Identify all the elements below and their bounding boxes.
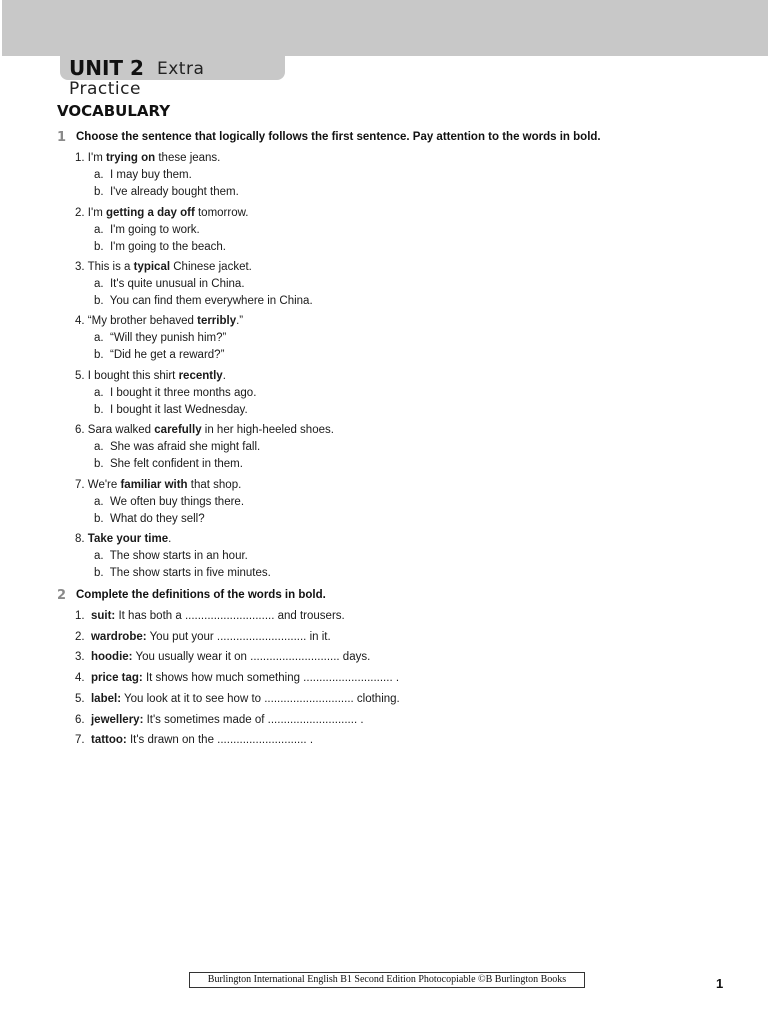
definition-number: 6. — [75, 713, 85, 726]
definition-text: It's drawn on the ............................ . — [126, 734, 314, 747]
option-letter: b. — [94, 241, 104, 253]
definition-number: 1. — [75, 610, 85, 622]
definition-text: It's sometimes made of ............................ . — [143, 713, 364, 726]
option-b — [94, 404, 248, 416]
question-7 — [75, 479, 241, 491]
option-letter: b. — [94, 567, 104, 579]
definition-term: tattoo: — [90, 734, 127, 747]
bold-phrase: getting a day off — [105, 207, 195, 219]
definition-text: You put your ............................ in it. — [146, 630, 331, 643]
option-letter: a. — [94, 278, 104, 290]
section-title: VOCABULARY — [57, 102, 171, 120]
option-text: We often buy things there. — [109, 496, 245, 508]
question-text-pre: This is a — [87, 261, 134, 273]
definition-term: jewellery: — [90, 713, 144, 726]
option-text: She was afraid she might fall. — [109, 441, 261, 453]
option-text: The show starts in an hour. — [109, 550, 248, 562]
bold-phrase: Take your time — [87, 533, 169, 545]
option-a — [94, 278, 245, 290]
bold-phrase: terribly — [197, 315, 237, 327]
question-5 — [75, 370, 226, 382]
question-number: 3. — [75, 261, 85, 273]
bold-phrase: carefully — [154, 424, 202, 436]
option-letter: b. — [94, 349, 104, 361]
question-text-post: . — [168, 533, 172, 545]
option-a — [94, 550, 248, 562]
definition-text: It shows how much something ............................ . — [142, 672, 400, 685]
exercise-1-number: 1 — [57, 130, 67, 145]
option-letter: b. — [94, 458, 104, 470]
option-text: I bought it three months ago. — [109, 387, 257, 399]
question-8 — [75, 533, 171, 545]
question-text-post: in her high-heeled shoes. — [201, 424, 334, 436]
definition-item — [75, 734, 313, 746]
option-letter: a. — [94, 332, 104, 344]
question-1 — [75, 152, 220, 164]
exercise-2-number: 2 — [57, 588, 67, 603]
option-a — [94, 441, 260, 453]
question-text-pre: We're — [87, 479, 121, 491]
question-number: 5. — [75, 370, 85, 382]
option-letter: b. — [94, 404, 104, 416]
question-number: 2. — [75, 207, 85, 219]
definition-number: 7. — [75, 734, 85, 747]
question-number: 1. — [75, 152, 85, 164]
question-2 — [75, 207, 248, 219]
option-letter: b. — [94, 186, 104, 198]
definition-item — [75, 631, 331, 643]
option-text: “Did he get a reward?” — [109, 349, 225, 361]
definition-item — [75, 651, 370, 663]
option-b — [94, 295, 313, 307]
option-letter: b. — [94, 513, 104, 525]
definition-number: 4. — [75, 672, 85, 685]
option-text: I bought it last Wednesday. — [109, 404, 248, 416]
option-a — [94, 224, 200, 236]
question-text-post: . — [222, 370, 226, 382]
question-text-pre: I'm — [87, 152, 106, 164]
question-text-pre: Sara walked — [87, 424, 155, 436]
definition-item — [75, 714, 364, 726]
bold-phrase: typical — [133, 261, 171, 273]
question-3 — [75, 261, 252, 273]
question-text-post: tomorrow. — [194, 207, 249, 219]
option-text: I'm going to work. — [109, 224, 200, 236]
question-number: 7. — [75, 479, 85, 491]
bold-phrase: trying on — [105, 152, 156, 164]
question-text-post: that shop. — [187, 479, 242, 491]
question-number: 4. — [75, 315, 85, 327]
definition-text: You usually wear it on ............................ days. — [132, 651, 371, 664]
definition-term: hoodie: — [90, 651, 133, 664]
option-letter: a. — [94, 550, 104, 562]
option-b — [94, 513, 205, 525]
bold-phrase: familiar with — [120, 479, 188, 491]
option-text: I'm going to the beach. — [109, 241, 226, 253]
option-b — [94, 458, 243, 470]
question-4 — [75, 315, 243, 327]
option-letter: a. — [94, 441, 104, 453]
definition-text: It has both a ............................ and trousers. — [115, 610, 345, 622]
definition-number: 3. — [75, 651, 85, 664]
question-text-pre: “My brother behaved — [87, 315, 198, 327]
option-text: She felt confident in them. — [109, 458, 243, 470]
option-text: I may buy them. — [109, 169, 192, 181]
definition-term: suit: — [90, 610, 116, 622]
option-letter: a. — [94, 224, 104, 236]
question-text-pre: I'm — [87, 207, 106, 219]
option-letter: b. — [94, 295, 104, 307]
definition-item — [75, 610, 345, 622]
question-text-pre: I bought this shirt — [87, 370, 179, 382]
option-text: It's quite unusual in China. — [109, 278, 245, 290]
option-a — [94, 496, 244, 508]
page-number: 1 — [716, 976, 724, 991]
exercise-1-instruction: Choose the sentence that logically follows the first sentence. Pay attention to the words in bold. — [76, 131, 601, 143]
option-a — [94, 387, 256, 399]
definition-number: 5. — [75, 692, 85, 705]
question-text-post: .” — [236, 315, 244, 327]
question-text-post: Chinese jacket. — [170, 261, 252, 273]
definition-item — [75, 693, 400, 705]
option-letter: a. — [94, 169, 104, 181]
option-text: What do they sell? — [109, 513, 205, 525]
option-b — [94, 349, 224, 361]
question-text-post: these jeans. — [155, 152, 221, 164]
option-b — [94, 567, 271, 579]
unit-title: UNIT 2 — [69, 56, 144, 80]
definition-item — [75, 672, 399, 684]
question-6 — [75, 424, 334, 436]
option-letter: a. — [94, 496, 104, 508]
option-b — [94, 186, 239, 198]
option-b — [94, 241, 226, 253]
option-a — [94, 332, 226, 344]
definition-text: You look at it to see how to ............................ clothing. — [121, 692, 400, 705]
header-band — [2, 0, 768, 56]
copyright-footer: Burlington International English B1 Second Edition Photocopiable ©B Burlington Books — [189, 972, 585, 988]
definition-term: price tag: — [90, 672, 143, 685]
option-text: You can find them everywhere in China. — [109, 295, 313, 307]
option-letter: a. — [94, 387, 104, 399]
definition-term: wardrobe: — [90, 630, 147, 643]
question-number: 8. — [75, 533, 85, 545]
option-text: The show starts in five minutes. — [109, 567, 271, 579]
definition-number: 2. — [75, 630, 85, 643]
exercise-2-instruction: Complete the definitions of the words in bold. — [76, 589, 326, 601]
practice-label: Practice — [69, 79, 141, 99]
option-text: “Will they punish him?” — [109, 332, 227, 344]
option-a — [94, 169, 192, 181]
option-text: I've already bought them. — [109, 186, 239, 198]
definition-term: label: — [90, 692, 122, 705]
question-number: 6. — [75, 424, 85, 436]
extra-label: Extra — [157, 59, 205, 79]
bold-phrase: recently — [178, 370, 223, 382]
